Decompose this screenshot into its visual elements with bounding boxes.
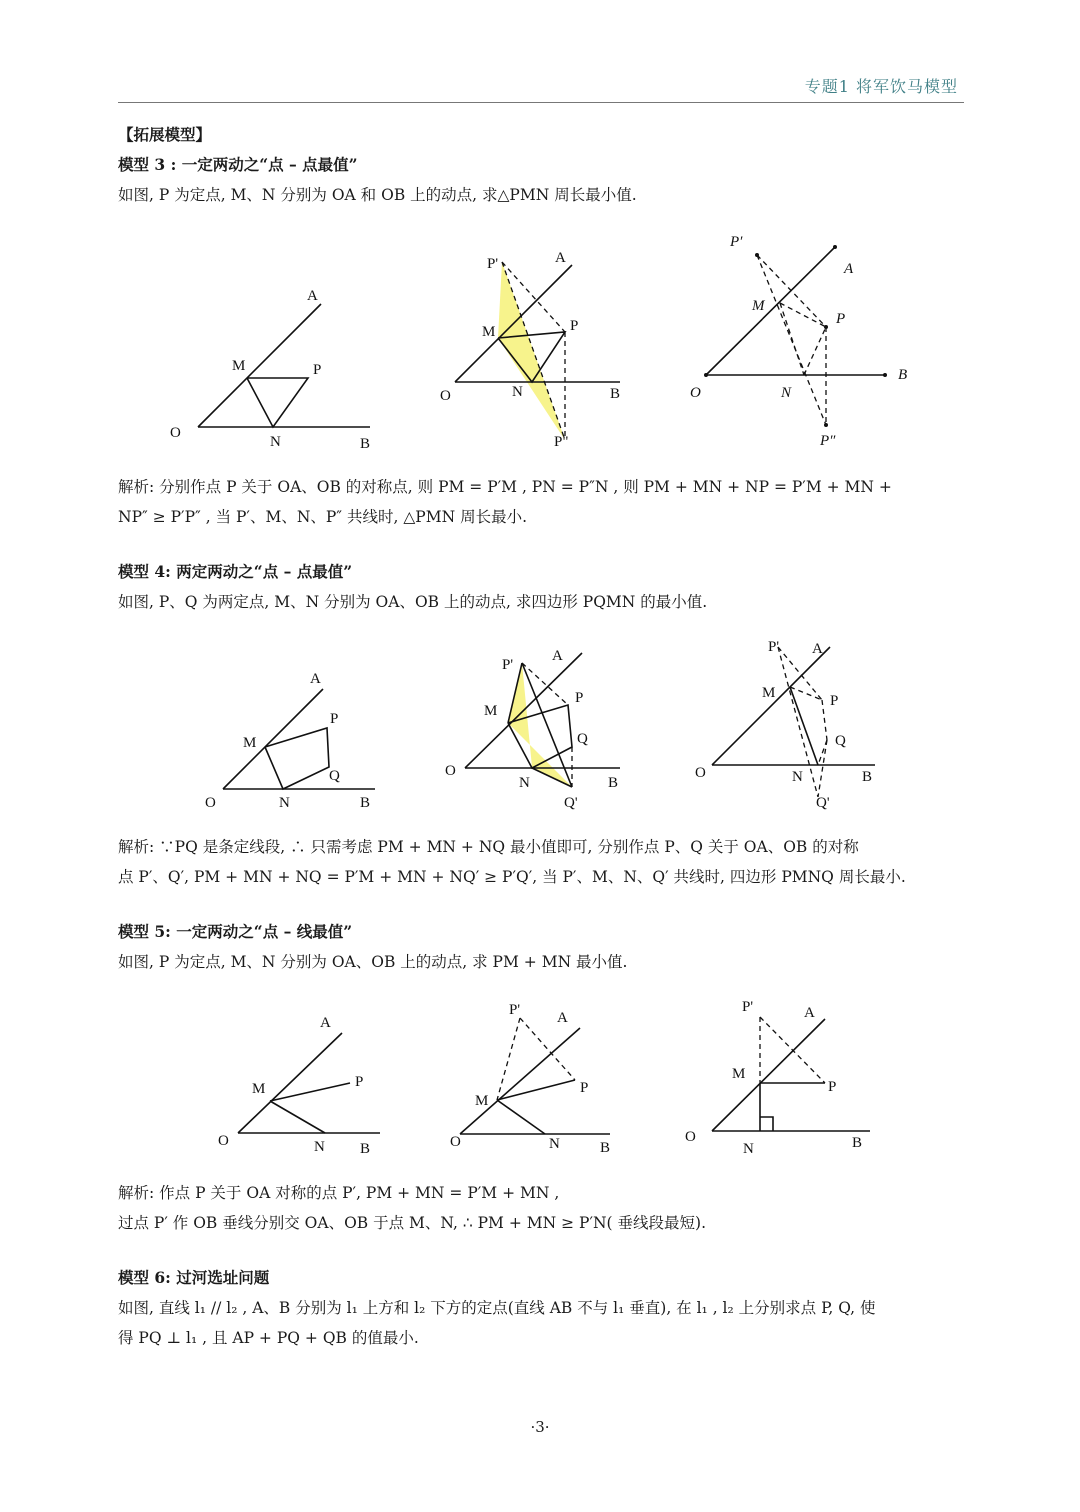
m5-fig3 <box>680 995 900 1165</box>
m5f1-label-b: B <box>360 1141 371 1157</box>
m5f2-label-p: P <box>580 1080 589 1096</box>
model6-title: 模型 6: 过河选址问题 <box>118 1268 270 1287</box>
m5f1-label-p: P <box>355 1074 364 1090</box>
m4f3-label-m: M <box>762 685 776 701</box>
m4f1-label-m: M <box>243 735 257 751</box>
m5f3-label-b: B <box>852 1135 863 1151</box>
m3f2-label-p2: P" <box>554 434 569 450</box>
m4f2-label-m: M <box>484 703 498 719</box>
m4f3-label-q1: Q' <box>816 795 830 811</box>
m3f2-label-o: O <box>440 388 451 404</box>
m5-fig1 <box>210 1005 410 1155</box>
m4f2-label-b: B <box>608 775 619 791</box>
m3f3-label-o: O <box>690 385 701 401</box>
m4f2-label-q1: Q' <box>564 795 578 811</box>
model4-desc: 如图, P、Q 为两定点, M、N 分别为 OA、OB 上的动点, 求四边形 PQMN 的最小值. <box>118 593 708 611</box>
m3f2-label-p: P <box>570 318 579 334</box>
m4f3-label-n: N <box>792 769 803 785</box>
m5f3-label-p: P <box>828 1079 837 1095</box>
page-header <box>118 74 964 103</box>
m3f1-label-m: M <box>232 358 246 374</box>
model6-desc-2: 得 PQ ⊥ l₁ , 且 AP + PQ + QB 的值最小. <box>118 1329 419 1347</box>
m5-fig2 <box>445 1000 645 1160</box>
model5-desc: 如图, P 为定点, M、N 分别为 OA、OB 上的动点, 求 PM + MN 最小值. <box>118 953 628 971</box>
m4f2-label-o: O <box>445 763 456 779</box>
m4f3-label-p1: P' <box>768 639 780 655</box>
m3f1-ray-oa <box>198 304 321 427</box>
m5f1-label-o: O <box>218 1133 229 1149</box>
m4f2-label-p1: P' <box>502 657 514 673</box>
m4f1-label-b: B <box>360 795 371 811</box>
model3-title: 模型 3 : 一定两动之“点 – 点最值” <box>118 155 358 174</box>
m3f3-label-a: A <box>844 261 854 277</box>
m4f2-label-a: A <box>552 648 563 664</box>
m3f1-label-p: P <box>313 362 322 378</box>
m3f3-label-m: M <box>752 298 765 314</box>
m5f3-label-a: A <box>804 1005 815 1021</box>
model3-desc: 如图, P 为定点, M、N 分别为 OA 和 OB 上的动点, 求△PMN 周长最小值. <box>118 186 637 204</box>
m3f2-label-n: N <box>512 384 523 400</box>
m3f3-label-n: N <box>781 385 792 401</box>
m3f1-label-b: B <box>360 436 371 452</box>
m5f2-label-a: A <box>557 1010 568 1026</box>
m5f3-label-m: M <box>732 1066 746 1082</box>
model5-analysis-2: 过点 P′ 作 OB 垂线分别交 OA、OB 于点 M、N, ∴ PM + MN ≥ P′N( 垂线段最短). <box>118 1214 706 1232</box>
m5f1-label-n: N <box>314 1139 325 1155</box>
m4f3-label-p: P <box>830 693 839 709</box>
section-title: 【拓展模型】 <box>118 125 212 144</box>
m3f1-label-n: N <box>270 434 281 450</box>
m4f2-label-n: N <box>519 775 530 791</box>
page-number: ·3· <box>530 1418 550 1436</box>
model6-desc-1: 如图, 直线 l₁ // l₂ , A、B 分别为 l₁ 上方和 l₂ 下方的定点(直线 AB 不与 l₁ 垂直), 在 l₁ , l₂ 上分别求点 P, Q, 使 <box>118 1299 876 1317</box>
m4-fig2 <box>440 645 640 815</box>
m3f1-label-a: A <box>307 288 318 304</box>
m5f3-label-p1: P' <box>742 999 754 1015</box>
m3f3-label-p1: P′ <box>730 234 743 250</box>
m3-fig1 <box>160 280 400 460</box>
m4f1-label-a: A <box>310 671 321 687</box>
m4-fig1 <box>195 665 405 815</box>
m3f2-label-b: B <box>610 386 621 402</box>
m3f2-label-a: A <box>555 250 566 266</box>
model4-analysis-2: 点 P′、Q′, PM + MN + NQ = P′M + MN + NQ′ ≥ P′Q′, 当 P′、M、N、Q′ 共线时, 四边形 PMNQ 周长最小. <box>118 868 906 886</box>
model4-title: 模型 4: 两定两动之“点 – 点最值” <box>118 562 353 581</box>
m3f1-label-o: O <box>170 425 181 441</box>
model4-analysis-1: 解析: ∵PQ 是条定线段, ∴ 只需考虑 PM + MN + NQ 最小值即可, 分别作点 P、Q 关于 OA、OB 的对称 <box>118 838 859 856</box>
m5f2-label-p1: P' <box>509 1002 521 1018</box>
m4f1-label-p: P <box>330 711 339 727</box>
m5f3-label-o: O <box>685 1129 696 1145</box>
m5f2-label-o: O <box>450 1134 461 1150</box>
m4f2-label-q: Q <box>577 731 588 747</box>
m5f2-label-n: N <box>549 1136 560 1152</box>
m3-fig3 <box>680 230 930 460</box>
m3-fig2 <box>430 240 650 460</box>
m5f2-label-m: M <box>475 1093 489 1109</box>
m4f1-label-q: Q <box>329 768 340 784</box>
m4f2-label-p: P <box>575 690 584 706</box>
m4f3-label-o: O <box>695 765 706 781</box>
m5f1-label-m: M <box>252 1081 266 1097</box>
m4f1-label-n: N <box>279 795 290 811</box>
m4-fig3 <box>690 635 900 815</box>
m3f3-label-b: B <box>898 367 908 383</box>
m3f2-label-m: M <box>482 324 496 340</box>
model5-analysis-1: 解析: 作点 P 关于 OA 对称的点 P′, PM + MN = P′M + MN , <box>118 1184 560 1202</box>
m5f3-label-n: N <box>743 1141 754 1157</box>
m5f2-label-b: B <box>600 1140 611 1156</box>
header-title: 专题1 将军饮马模型 <box>804 77 958 96</box>
m4f3-label-a: A <box>812 641 823 657</box>
m5f1-label-a: A <box>320 1015 331 1031</box>
m4f3-label-b: B <box>862 769 873 785</box>
m3f3-label-p2: P″ <box>820 433 836 449</box>
model3-analysis-1: 解析: 分别作点 P 关于 OA、OB 的对称点, 则 PM = P′M , PN = P″N , 则 PM + MN + NP = P′M + MN + <box>118 478 892 496</box>
m3f3-label-p: P <box>836 311 846 327</box>
model3-analysis-2: NP″ ≥ P′P″ , 当 P′、M、N、P″ 共线时, △PMN 周长最小. <box>118 508 528 526</box>
m3f1-triangle <box>247 378 308 427</box>
model5-title: 模型 5: 一定两动之“点 – 线最值” <box>118 922 353 941</box>
m4f3-label-q: Q <box>835 733 846 749</box>
m4f1-label-o: O <box>205 795 216 811</box>
m3f2-label-p1: P' <box>487 256 499 272</box>
